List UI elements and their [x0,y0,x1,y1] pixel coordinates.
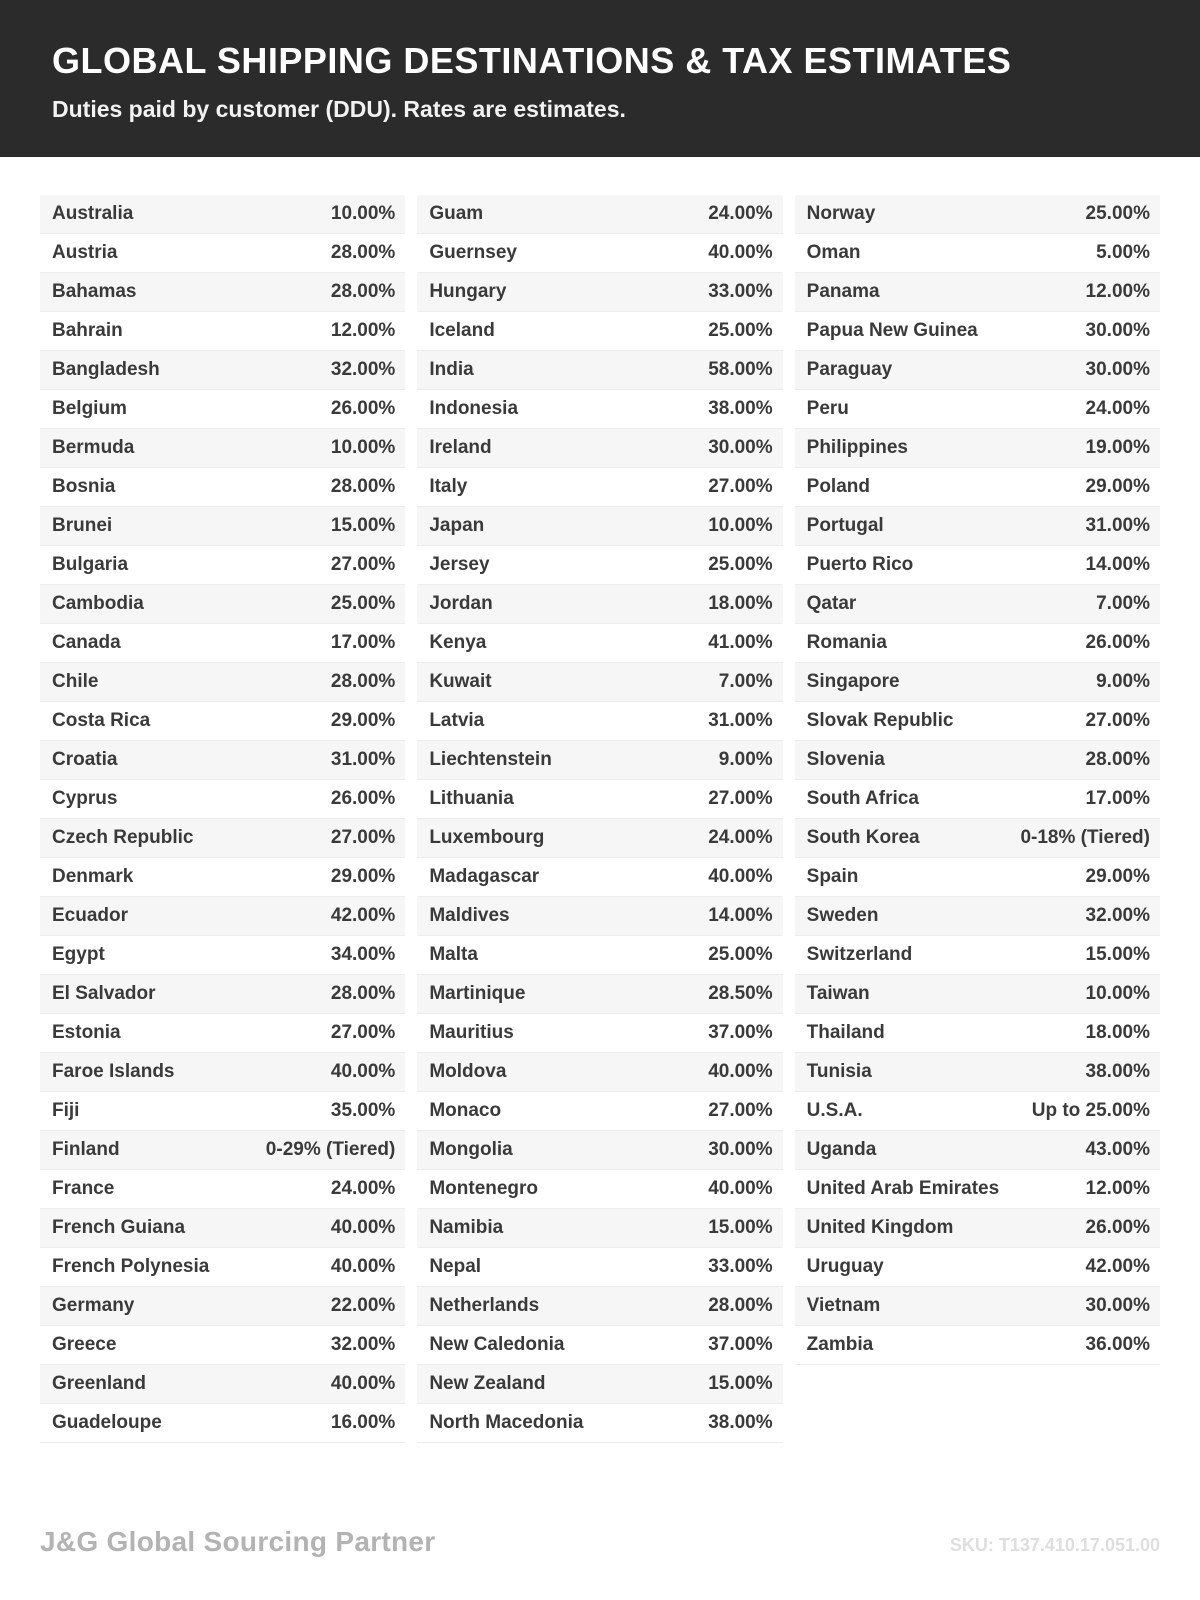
country-name: Jordan [429,593,493,614]
table-row [795,702,1160,741]
table-row [40,585,405,624]
tax-rate: 28.00% [1085,749,1150,770]
tax-rate: 0-29% (Tiered) [265,1139,396,1160]
table-row [417,1014,782,1053]
table-row [795,546,1160,585]
country-name: Madagascar [429,866,540,887]
country-name: India [429,359,474,380]
tax-rate: 40.00% [330,1373,396,1394]
country-name: Jersey [429,554,490,575]
country-name: Tunisia [806,1061,872,1082]
tax-rate: 30.00% [1085,1295,1150,1316]
tax-rate: 30.00% [708,437,773,458]
country-name: South Africa [806,788,919,809]
country-name: Italy [429,476,468,497]
table-row [40,273,405,312]
country-name: Singapore [806,671,900,692]
country-name: Thailand [806,1022,885,1043]
country-name: Estonia [52,1022,121,1043]
tax-rate: 40.00% [708,1061,773,1082]
tax-rate: 35.00% [330,1100,396,1121]
tax-rate: 37.00% [708,1022,773,1043]
country-name: Bermuda [52,437,135,458]
country-name: Puerto Rico [806,554,914,575]
table-row [417,234,782,273]
country-name: Luxembourg [429,827,545,848]
tax-rate: 18.00% [708,593,773,614]
table-row [40,1404,405,1443]
tax-rate: 15.00% [1085,944,1150,965]
tax-rate: 29.00% [1085,476,1150,497]
page-header [0,0,1200,157]
table-row [40,1053,405,1092]
tax-rate: 40.00% [330,1256,396,1277]
table-row [417,897,782,936]
country-name: Switzerland [806,944,913,965]
country-name: Netherlands [429,1295,540,1316]
country-name: Kuwait [429,671,492,692]
tax-rate: 58.00% [708,359,773,380]
table-row [40,780,405,819]
tax-rate: 28.00% [330,476,396,497]
tax-rate: 25.00% [708,554,773,575]
country-name: Sweden [806,905,879,926]
table-row [417,468,782,507]
tax-rate: 24.00% [330,1178,396,1199]
tax-rate: 32.00% [330,359,396,380]
tax-rate: 24.00% [1085,398,1150,419]
table-row [795,780,1160,819]
table-row [795,858,1160,897]
country-name: Uganda [806,1139,877,1160]
country-name: French Polynesia [52,1256,210,1277]
rate-column [417,195,782,1443]
country-name: North Macedonia [429,1412,584,1433]
table-row [417,1209,782,1248]
country-name: Fiji [52,1100,80,1121]
table-row [40,741,405,780]
page-subtitle: Duties paid by customer (DDU). Rates are estimates. [52,96,626,122]
table-row [417,819,782,858]
country-name: Guernsey [429,242,517,263]
country-name: France [52,1178,115,1199]
tax-rate: 28.00% [330,281,396,302]
table-row [417,390,782,429]
country-name: Japan [429,515,485,536]
tax-rate: 9.00% [718,749,773,770]
table-row [417,975,782,1014]
country-name: Monaco [429,1100,502,1121]
table-row [417,1287,782,1326]
country-name: Nepal [429,1256,482,1277]
tax-rate: 14.00% [1085,554,1150,575]
tax-rate: 12.00% [330,320,396,341]
tax-rate: 12.00% [1085,281,1150,302]
country-name: Peru [806,398,849,419]
country-name: Maldives [429,905,510,926]
country-name: Croatia [52,749,118,770]
tax-rate: 22.00% [330,1295,396,1316]
tax-rate: 15.00% [708,1373,773,1394]
country-name: Iceland [429,320,495,341]
tax-rate: 17.00% [330,632,396,653]
country-name: Montenegro [429,1178,539,1199]
country-name: New Zealand [429,1373,546,1394]
country-name: French Guiana [52,1217,186,1238]
table-row [417,273,782,312]
country-name: Faroe Islands [52,1061,175,1082]
table-row [40,351,405,390]
tax-rate: 10.00% [330,437,396,458]
page-title: GLOBAL SHIPPING DESTINATIONS & TAX ESTIMATES [52,40,1012,81]
country-name: Paraguay [806,359,893,380]
table-row [417,663,782,702]
country-name: Guadeloupe [52,1412,162,1433]
table-row [40,1014,405,1053]
country-name: Martinique [429,983,526,1004]
tax-rate: 31.00% [330,749,396,770]
tax-rate: 32.00% [1085,905,1150,926]
tax-rate: 7.00% [718,671,773,692]
table-row [795,468,1160,507]
table-row [40,663,405,702]
country-name: Uruguay [806,1256,884,1277]
table-row [795,819,1160,858]
sku-label: SKU: T137.410.17.051.00 [949,1535,1160,1555]
country-name: Latvia [429,710,485,731]
country-name: Norway [806,203,876,224]
country-name: Malta [429,944,478,965]
table-row [417,741,782,780]
table-row [417,1131,782,1170]
table-row [417,1170,782,1209]
table-row [40,1092,405,1131]
country-name: Belgium [52,398,127,419]
country-name: Papua New Guinea [806,320,978,341]
table-row [417,780,782,819]
tax-rate: 40.00% [330,1061,396,1082]
country-name: Denmark [52,866,134,887]
country-name: U.S.A. [806,1100,863,1121]
tax-rate: 10.00% [708,515,773,536]
table-row [40,819,405,858]
table-row [795,585,1160,624]
country-name: Bulgaria [52,554,129,575]
table-row [40,195,405,234]
country-name: Mongolia [429,1139,513,1160]
country-name: Guam [429,203,484,224]
country-name: Cambodia [52,593,144,614]
country-name: Romania [806,632,887,653]
tax-rate: 15.00% [708,1217,773,1238]
tax-rate: 34.00% [330,944,396,965]
country-name: Bosnia [52,476,116,497]
tax-rate: 16.00% [330,1412,396,1433]
table-row [40,624,405,663]
tax-rate-table [0,157,1200,1443]
table-row [40,936,405,975]
table-row [40,897,405,936]
tax-rate: 14.00% [708,905,773,926]
table-row [40,975,405,1014]
country-name: Ireland [429,437,492,458]
table-row [795,351,1160,390]
table-row [417,1365,782,1404]
tax-rate: 27.00% [330,1022,396,1043]
country-name: Australia [52,203,134,224]
table-row [417,1404,782,1443]
tax-rate: 19.00% [1085,437,1150,458]
tax-rate: 41.00% [708,632,773,653]
country-name: Costa Rica [52,710,151,731]
tax-rate: 40.00% [708,866,773,887]
table-row [417,1248,782,1287]
table-row [795,1248,1160,1287]
country-name: Cyprus [52,788,118,809]
tax-rate: 24.00% [708,203,773,224]
tax-rate: 10.00% [330,203,396,224]
rate-column [40,195,405,1443]
country-name: Portugal [806,515,884,536]
tax-rate: 40.00% [708,242,773,263]
table-row [417,312,782,351]
country-name: Vietnam [806,1295,881,1316]
tax-rate: 33.00% [708,281,773,302]
country-name: Spain [806,866,859,887]
tax-rate: 26.00% [1085,632,1150,653]
table-row [40,1365,405,1404]
table-row [795,897,1160,936]
country-name: Austria [52,242,118,263]
country-name: United Arab Emirates [806,1178,1000,1199]
tax-rate: 43.00% [1085,1139,1150,1160]
tax-rate: 31.00% [1085,515,1150,536]
tax-rate: 25.00% [1085,203,1150,224]
table-row [795,1170,1160,1209]
tax-rate: 36.00% [1085,1334,1150,1355]
tax-rate: 31.00% [708,710,773,731]
table-row [795,429,1160,468]
tax-rate: 27.00% [1085,710,1150,731]
country-name: Canada [52,632,121,653]
country-name: Czech Republic [52,827,194,848]
country-name: Slovak Republic [806,710,954,731]
table-row [795,936,1160,975]
table-row [40,390,405,429]
tax-rate: 15.00% [330,515,396,536]
country-name: Bahamas [52,281,137,302]
table-row [40,702,405,741]
table-row [417,429,782,468]
tax-rate: 29.00% [330,866,396,887]
tax-rate: 40.00% [708,1178,773,1199]
table-row [795,507,1160,546]
table-row [795,273,1160,312]
tax-rate: 29.00% [330,710,396,731]
table-row [40,858,405,897]
table-row [417,546,782,585]
table-row [795,741,1160,780]
table-row [40,546,405,585]
table-row [40,507,405,546]
tax-rate: 12.00% [1085,1178,1150,1199]
table-row [417,1092,782,1131]
tax-rate: 28.00% [330,983,396,1004]
table-row [40,1326,405,1365]
country-name: Chile [52,671,99,692]
country-name: Greenland [52,1373,146,1394]
tax-rate: 30.00% [1085,320,1150,341]
table-row [417,702,782,741]
table-row [40,312,405,351]
brand-name: J&G Global Sourcing Partner [40,1526,436,1557]
table-row [795,312,1160,351]
tax-rate: 30.00% [708,1139,773,1160]
table-row [795,1014,1160,1053]
country-name: South Korea [806,827,920,848]
country-name: Oman [806,242,861,263]
table-row [40,234,405,273]
country-name: Ecuador [52,905,129,926]
table-row [795,195,1160,234]
country-name: Indonesia [429,398,519,419]
table-row [795,975,1160,1014]
tax-rate: 38.00% [1085,1061,1150,1082]
tax-rate: 26.00% [330,788,396,809]
country-name: Germany [52,1295,135,1316]
tax-rate: 27.00% [330,827,396,848]
country-name: Lithuania [429,788,514,809]
country-name: Liechtenstein [429,749,552,770]
country-name: Qatar [806,593,857,614]
tax-rate: 29.00% [1085,866,1150,887]
tax-rate: 25.00% [708,320,773,341]
tax-rate: 32.00% [330,1334,396,1355]
tax-rate: 33.00% [708,1256,773,1277]
table-row [795,1287,1160,1326]
table-row [795,390,1160,429]
table-row [795,234,1160,273]
country-name: Bahrain [52,320,123,341]
country-name: Kenya [429,632,487,653]
tax-rate: 25.00% [330,593,396,614]
tax-rate: 28.50% [708,983,773,1004]
table-row [795,1326,1160,1365]
table-row [795,1053,1160,1092]
table-row [795,1209,1160,1248]
table-row [40,468,405,507]
country-name: Brunei [52,515,113,536]
country-name: New Caledonia [429,1334,565,1355]
country-name: Finland [52,1139,120,1160]
table-row [417,624,782,663]
country-name: Moldova [429,1061,507,1082]
country-name: Slovenia [806,749,885,770]
tax-rate: 42.00% [1085,1256,1150,1277]
country-name: Greece [52,1334,117,1355]
tax-rate: 38.00% [708,398,773,419]
tax-rate: Up to 25.00% [1031,1100,1150,1121]
table-row [417,195,782,234]
tax-rate: 40.00% [330,1217,396,1238]
tax-rate: 0-18% (Tiered) [1020,827,1150,848]
table-row [417,507,782,546]
country-name: Poland [806,476,870,497]
tax-rate: 5.00% [1096,242,1150,263]
table-row [795,624,1160,663]
table-row [417,1053,782,1092]
tax-rate: 7.00% [1096,593,1150,614]
table-row [40,1131,405,1170]
tax-rate: 9.00% [1096,671,1150,692]
tax-rate: 28.00% [708,1295,773,1316]
country-name: Bangladesh [52,359,160,380]
table-row [40,1209,405,1248]
country-name: Hungary [429,281,507,302]
table-row [40,1248,405,1287]
tax-rate: 26.00% [1085,1217,1150,1238]
country-name: Taiwan [806,983,870,1004]
tax-rate: 26.00% [330,398,396,419]
tax-rate: 24.00% [708,827,773,848]
country-name: Namibia [429,1217,504,1238]
page-footer [40,1526,1160,1558]
table-row [795,663,1160,702]
table-row [795,1092,1160,1131]
country-name: Philippines [806,437,909,458]
country-name: Panama [806,281,880,302]
tax-rate: 42.00% [330,905,396,926]
country-name: Egypt [52,944,105,965]
tax-rate: 37.00% [708,1334,773,1355]
table-row [417,936,782,975]
table-row [417,858,782,897]
tax-rate: 27.00% [330,554,396,575]
tax-rate: 27.00% [708,476,773,497]
tax-rate: 28.00% [330,242,396,263]
tax-rate: 30.00% [1085,359,1150,380]
country-name: Zambia [806,1334,874,1355]
table-row [40,1170,405,1209]
tax-rate: 27.00% [708,1100,773,1121]
tax-rate: 28.00% [330,671,396,692]
country-name: United Kingdom [806,1217,954,1238]
rate-column [795,195,1160,1365]
country-name: Mauritius [429,1022,514,1043]
country-name: El Salvador [52,983,156,1004]
tax-rate: 18.00% [1085,1022,1150,1043]
table-row [40,1287,405,1326]
tax-rate: 17.00% [1085,788,1150,809]
table-row [795,1131,1160,1170]
tax-rate: 38.00% [708,1412,773,1433]
table-row [417,1326,782,1365]
tax-rate: 25.00% [708,944,773,965]
table-row [40,429,405,468]
table-row [417,351,782,390]
table-row [417,585,782,624]
tax-rate: 10.00% [1085,983,1150,1004]
tax-rate: 27.00% [708,788,773,809]
